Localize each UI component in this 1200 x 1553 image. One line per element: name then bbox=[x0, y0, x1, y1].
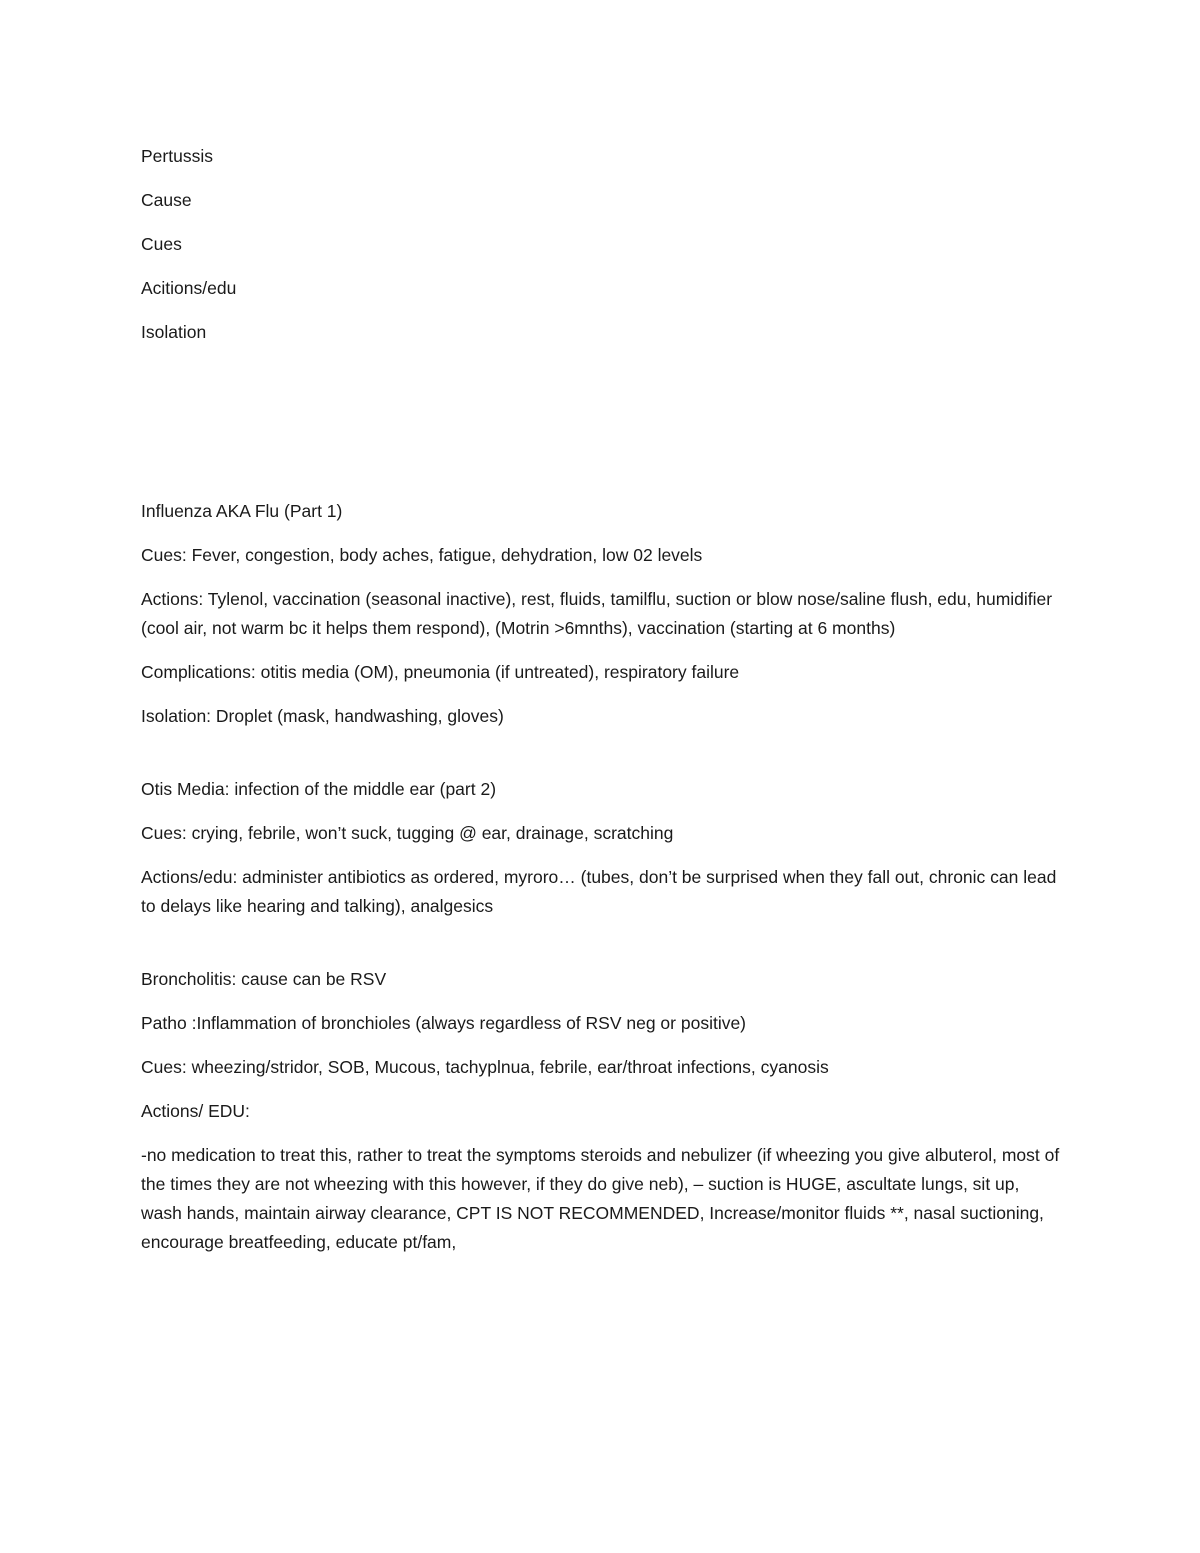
otitis-title: Otis Media: infection of the middle ear (part 2) bbox=[141, 779, 497, 799]
otitis-actions: Actions/edu: administer antibiotics as ordered, myroro… (tubes, don’t be surprised when they fall out, chronic can lead to delays like hearing and talking), analgesics bbox=[141, 867, 1057, 916]
influenza-complications: Complications: otitis media (OM), pneumonia (if untreated), respiratory failure bbox=[141, 662, 740, 682]
bronchiolitis-title: Broncholitis: cause can be RSV bbox=[141, 969, 387, 989]
bronchiolitis-actions-body: -no medication to treat this, rather to treat the symptoms steroids and nebulizer (if wheezing you give albuterol, most of the times they are not wheezing with this however, if they do give neb), – suction is HUGE, ascultate lungs, sit up, wash hands, maintain airway clearance, CPT IS NOT RECOMMENDED, Increase/monitor fluids **, nasal suctioning, encourage breatfeeding, educate pt/fam, bbox=[141, 1145, 1060, 1252]
document-body bbox=[141, 142, 1061, 1257]
pertussis-isolation: Isolation bbox=[141, 322, 207, 342]
bronchiolitis-patho: Patho :Inflammation of bronchioles (always regardless of RSV neg or positive) bbox=[141, 1013, 747, 1033]
influenza-title: Influenza AKA Flu (Part 1) bbox=[141, 501, 343, 521]
pertussis-cues: Cues bbox=[141, 234, 182, 254]
influenza-isolation: Isolation: Droplet (mask, handwashing, gloves) bbox=[141, 706, 504, 726]
pertussis-actions: Acitions/edu bbox=[141, 278, 237, 298]
otitis-cues: Cues: crying, febrile, won’t suck, tugging @ ear, drainage, scratching bbox=[141, 823, 674, 843]
influenza-actions: Actions: Tylenol, vaccination (seasonal inactive), rest, fluids, tamilflu, suction or blow nose/saline flush, edu, humidifier (cool air, not warm bc it helps them respond), (Motrin >6mnths), vaccination (starting at 6 months) bbox=[141, 589, 1053, 638]
pertussis-cause: Cause bbox=[141, 190, 192, 210]
bronchiolitis-cues: Cues: wheezing/stridor, SOB, Mucous, tachyplnua, febrile, ear/throat infections, cyanosis bbox=[141, 1057, 829, 1077]
influenza-cues: Cues: Fever, congestion, body aches, fatigue, dehydration, low 02 levels bbox=[141, 545, 703, 565]
bronchiolitis-actions-heading: Actions/ EDU: bbox=[141, 1101, 250, 1121]
pertussis-title: Pertussis bbox=[141, 146, 213, 166]
